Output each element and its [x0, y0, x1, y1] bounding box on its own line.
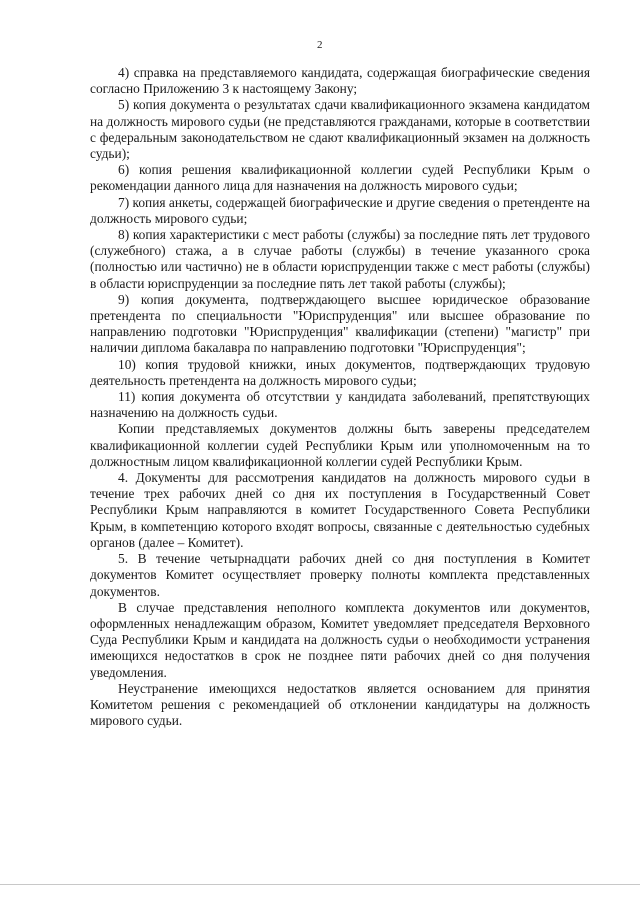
paragraph-section-5: 5. В течение четырнадцати рабочих дней со дня поступления в Комитет документов Комитет осуществляет проверку полноты комплекта представленных документов. [90, 551, 590, 599]
paragraph-item-10: 10) копия трудовой книжки, иных документов, подтверждающих трудовую деятельность претендента на должность мирового судьи; [90, 356, 590, 388]
page-number: 2 [317, 39, 323, 51]
document-body [90, 65, 590, 729]
paragraph-item-7: 7) копия анкеты, содержащей биографические и другие сведения о претенденте на должность мирового судьи; [90, 194, 590, 226]
scan-bottom-edge [0, 884, 640, 885]
paragraph-item-5: 5) копия документа о результатах сдачи квалификационного экзамена кандидатом на должность мирового судьи (не представляются гражданами, которые в соответствии с федеральным законодательством не сдают квалификационный экзамен на должность судьи); [90, 97, 590, 162]
paragraph-incomplete-set: В случае представления неполного комплекта документов или документов, оформленных ненадлежащим образом, Комитет уведомляет председателя Верховного Суда Республики Крым и кандидата на должность судьи о необходимости устранения имеющихся недостатков в срок не позднее пяти рабочих дней со дня получения уведомления. [90, 599, 590, 680]
paragraph-section-4: 4. Документы для рассмотрения кандидатов на должность мирового судьи в течение трех рабочих дней со дня их поступления в Государственный Совет Республики Крым направляются в комитет Государственного Совета Республики Крым, в компетенцию которого входят вопросы, связанные с деятельностью судебных органов (далее – Комитет). [90, 470, 590, 550]
paragraph-item-9: 9) копия документа, подтверждающего высшее юридическое образование претендента по специальности "Юриспруденция" или высшее образование по направлению подготовки "Юриспруденция" квалификации (степени) "магистр" при наличии диплома бакалавра по направлению подготовки "Юриспруденция"; [90, 291, 590, 356]
paragraph-item-6: 6) копия решения квалификационной коллегии судей Республики Крым о рекомендации данного лица для назначения на должность мирового судьи; [90, 162, 590, 194]
paragraph-item-11: 11) копия документа об отсутствии у кандидата заболеваний, препятствующих назначению на должность судьи. [90, 389, 590, 421]
paragraph-item-8: 8) копия характеристики с мест работы (службы) за последние пять лет трудового (служебного) стажа, а в случае работы (службы) в течение указанного срока (полностью или частично) не в области юриспруденции также с мест работы (службы) в области юриспруденции за последние пять лет такой работы (службы); [90, 227, 590, 291]
paragraph-item-4: 4) справка на представляемого кандидата, содержащая биографические сведения согласно Приложению 3 к настоящему Закону; [90, 65, 590, 97]
paragraph-copies-certification: Копии представляемых документов должны быть заверены председателем квалификационной коллегии судей Республики Крым или уполномоченным на то должностным лицом квалификационной коллегии судей Республики Крым. [90, 421, 590, 469]
paragraph-non-elimination: Неустранение имеющихся недостатков является основанием для принятия Комитетом решения с рекомендацией об отклонении кандидатуры на должность мирового судьи. [90, 680, 590, 729]
